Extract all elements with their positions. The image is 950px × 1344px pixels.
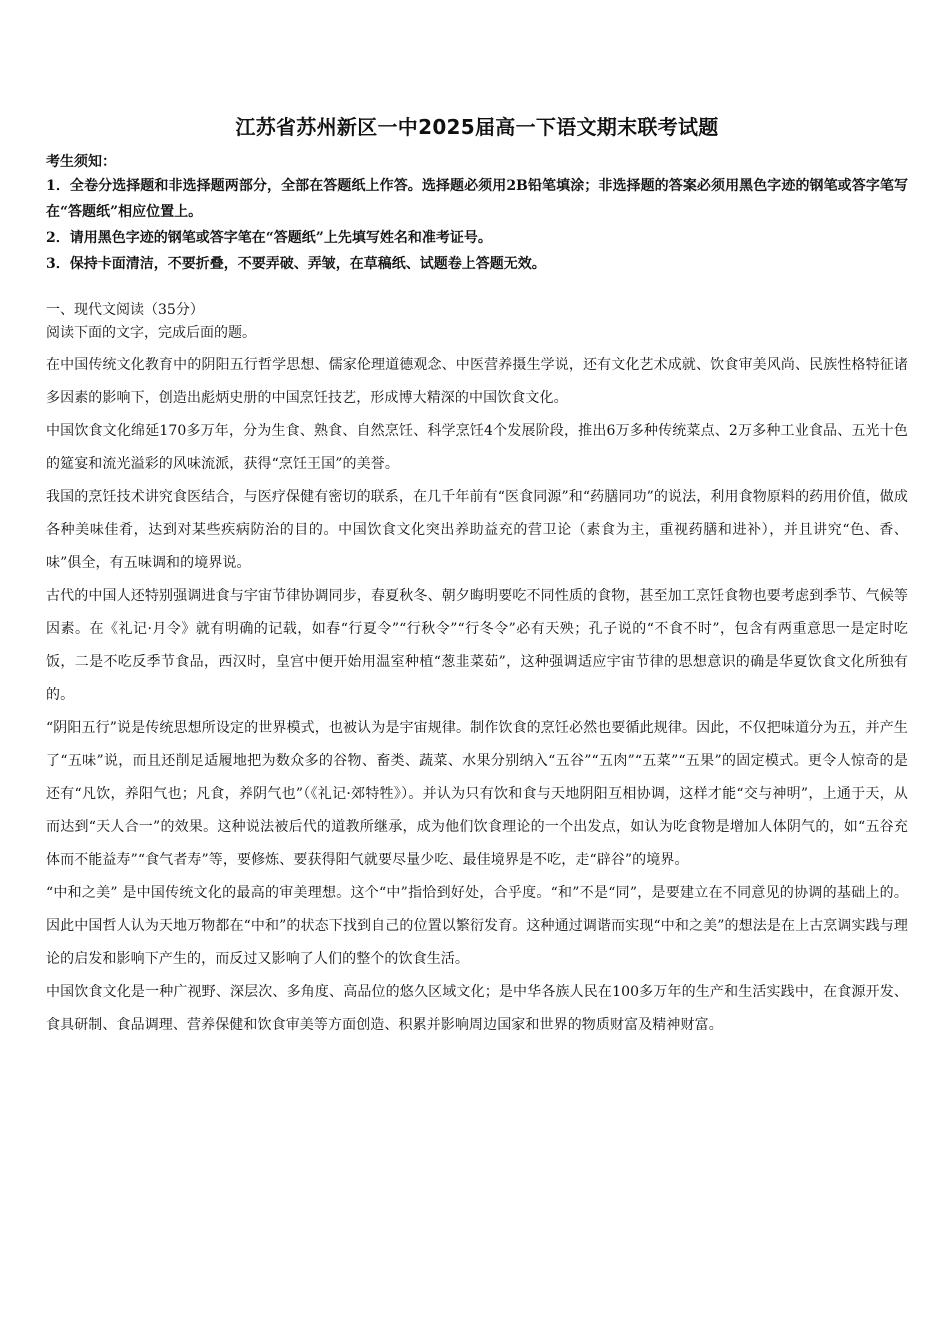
passage-paragraph: 中国饮食文化绵延170多万年，分为生食、熟食、自然烹饪、科学烹饪4个发展阶段，推出6万多种传统菜点、2万多种工业食品、五光十色的筵宴和流光溢彩的风味流派，获得“烹饪王国”的美誉。 xyxy=(46,423,908,472)
section-reading xyxy=(46,299,908,1042)
passage-paragraph: 中国饮食文化是一种广视野、深层次、多角度、高品位的悠久区域文化；是中华各族人民在100多万年的生产和生活实践中，在食源开发、食具研制、食品调理、营养保健和饮食审美等方面创造、积累并影响周边国家和世界的物质财富及精神财富。 xyxy=(46,984,908,1033)
section-instruction: 阅读下面的文字，完成后面的题。 xyxy=(46,325,256,341)
section-title: 一、现代文阅读（35分） xyxy=(46,302,204,318)
document-title: 江苏省苏州新区一中2025届高一下语文期末联考试题 xyxy=(235,115,719,139)
notice-heading: 考生须知： xyxy=(46,154,116,170)
notice-item: 3．保持卡面清洁，不要折叠，不要弄破、弄皱，在草稿纸、试题卷上答题无效。 xyxy=(46,256,546,272)
exam-notice xyxy=(46,152,908,277)
document-page xyxy=(46,112,908,1042)
passage-paragraph: 在中国传统文化教育中的阴阳五行哲学思想、儒家伦理道德观念、中医营养摄生学说，还有文化艺术成就、饮食审美风尚、民族性格特征诸多因素的影响下，创造出彪炳史册的中国烹饪技艺，形成博大精深的中国饮食文化。 xyxy=(46,357,908,406)
notice-item: 2．请用黑色字迹的钢笔或答字笔在“答题纸”上先填写姓名和准考证号。 xyxy=(46,230,492,246)
passage-paragraph: “阴阳五行”说是传统思想所设定的世界模式，也被认为是宇宙规律。制作饮食的烹饪必然也要循此规律。因此，不仅把味道分为五，并产生了“五味”说，而且还削足适履地把为数众多的谷物、畜类、蔬菜、水果分别纳入“五谷”“五肉”“五菜”“五果”的固定模式。更令人惊奇的是还有“凡饮，养阳气也；凡食，养阴气也”（《礼记·郊特牲》）。并认为只有饮和食与天地阴阳互相协调，这样才能“交与神明”，上通于天，从而达到“天人合一”的效果。这种说法被后代的道教所继承，成为他们饮食理论的一个出发点，如认为吃食物是增加人体阴气的，如“五谷充体而不能益寿”“食气者寿”等，要修炼、要获得阳气就要尽量少吃、最佳境界是不吃，走“辟谷”的境界。 xyxy=(46,720,908,868)
notice-item: 1．全卷分选择题和非选择题两部分，全部在答题纸上作答。选择题必须用2B铅笔填涂；非选择题的答案必须用黑色字迹的钢笔或答字笔写在“答题纸”相应位置上。 xyxy=(46,178,908,220)
passage-paragraph: 古代的中国人还特别强调进食与宇宙节律协调同步，春夏秋冬、朝夕晦明要吃不同性质的食物，甚至加工烹饪食物也要考虑到季节、气候等因素。在《礼记·月令》就有明确的记载，如春“行夏令”“行秋令”“行冬令”必有天殃；孔子说的“不食不时”，包含有两重意思一是定时吃饭，二是不吃反季节食品，西汉时，皇宫中便开始用温室种植“葱韭菜茹”，这种强调适应宇宙节律的思想意识的确是华夏饮食文化所独有的。 xyxy=(46,588,908,703)
passage-paragraph: 我国的烹饪技术讲究食医结合，与医疗保健有密切的联系，在几千年前有“医食同源”和“药膳同功”的说法，利用食物原料的药用价值，做成各种美味佳肴，达到对某些疾病防治的目的。中国饮食文化突出养助益充的营卫论（素食为主，重视药膳和进补），并且讲究“色、香、味”俱全，有五味调和的境界说。 xyxy=(46,489,908,571)
passage-paragraph: “中和之美” 是中国传统文化的最高的审美理想。这个“中”指恰到好处，合乎度。“和”不是“同”，是要建立在不同意见的协调的基础上的。因此中国哲人认为天地万物都在“中和”的状态下找到自己的位置以繁衍发育。这种通过调谐而实现“中和之美”的想法是在上古烹调实践与理论的启发和影响下产生的，而反过又影响了人们的整个的饮食生活。 xyxy=(46,885,908,967)
spacer xyxy=(46,277,908,299)
